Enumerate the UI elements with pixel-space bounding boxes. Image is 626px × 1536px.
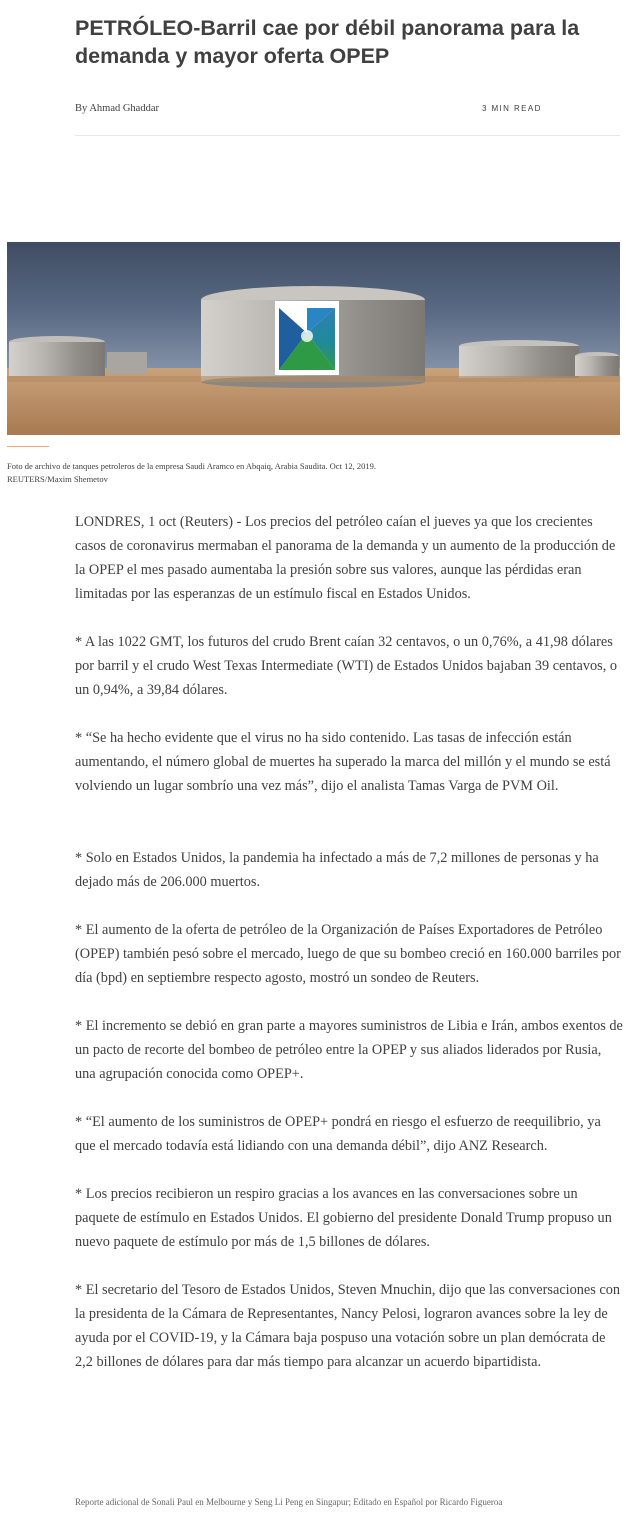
paragraph-mnuchin: * El secretario del Tesoro de Estados Unidos, Steven Mnuchin, dijo que las conversaciones con la presidenta de la Cámara de Representantes, Nancy Pelosi, lograron avances sobre la ley de ayuda por el COVID-19, y la Cámara baja pospuso una votación sobre un plan demócrata de 2,2 billones de dólares para dar más tiempo para alcanzar un acuerdo bipartidista. — [75, 1282, 621, 1370]
byline — [75, 103, 620, 119]
caption-text: Foto de archivo de tanques petroleros de la empresa Saudi Aramco en Abqaiq, Arabia Saudita. Oct 12, 2019. — [7, 461, 376, 471]
paragraph-anz-quote: * “El aumento de los suministros de OPEP+ pondrá en riesgo el esfuerzo de reequilibrio, ya que el mercado todavía está lidiando con una demanda débil”, dijo ANZ Research. — [75, 1114, 601, 1154]
article-body — [75, 510, 623, 1374]
paragraph-opec-supply: * El aumento de la oferta de petróleo de la Organización de Países Exportadores de Petróleo (OPEP) también pesó sobre el mercado, luego de que su bombeo creció en 160.000 barriles por día (bpd) en septiembre respecto agosto, mostró un sondeo de Reuters. — [75, 922, 621, 986]
lead-photo[interactable] — [7, 158, 620, 435]
photo-credit: REUTERS/Maxim Shemetov — [7, 474, 108, 484]
paragraph-lead: LONDRES, 1 oct (Reuters) - Los precios del petróleo caían el jueves ya que los crecientes casos de coronavirus mermaban el panorama de la demanda y un aumento de la producción de la OPEP el mes pasado aumentaba la presión sobre sus valores, aunque las pérdidas eran limitadas por las esperanzas de un estímulo fiscal en Estados Unidos. — [75, 514, 616, 602]
byline-divider — [75, 135, 620, 136]
paragraph-prices: * A las 1022 GMT, los futuros del crudo Brent caían 32 centavos, o un 0,76%, a 41,98 dólares por barril y el crudo West Texas Intermediate (WTI) de Estados Unidos bajaban 39 centavos, o un 0,94%, a 39,84 dólares. — [75, 634, 618, 698]
paragraph-stimulus: * Los precios recibieron un respiro gracias a los avances en las conversaciones sobre un paquete de estímulo en Estados Unidos. El gobierno del presidente Donald Trump propuso un nuevo paquete de estímulo por más de 1,5 billones de dólares. — [75, 1186, 612, 1250]
photo-caption — [7, 460, 607, 486]
read-time: 3 MIN READ — [482, 104, 542, 113]
article-headline: PETRÓLEO-Barril cae por débil panorama para la demanda y mayor oferta OPEP — [75, 16, 580, 68]
paragraph-libya-iran: * El incremento se debió en gran parte a mayores suministros de Libia e Irán, ambos exentos de un pacto de recorte del bombeo de petróleo entre la OPEP y sus aliados liderados por Rusia, una agrupación conocida como OPEP+. — [75, 1018, 623, 1082]
byline-author — [75, 103, 159, 114]
reporting-credits: Reporte adicional de Sonali Paul en Melbourne y Seng Li Peng en Singapur; Editado en Español por Ricardo Figueroa — [75, 1497, 503, 1507]
caption-accent-rule — [7, 446, 49, 447]
oil-tanks-image — [7, 158, 620, 435]
byline-prefix: By — [75, 103, 88, 114]
author-link[interactable]: Ahmad Ghaddar — [89, 103, 159, 114]
paragraph-analyst-quote: * “Se ha hecho evidente que el virus no ha sido contenido. Las tasas de infección están aumentando, el número global de muertes ha superado la marca del millón y el mundo se está volviendo un lugar sombrío una vez más”, dijo el analista Tamas Varga de PVM Oil. — [75, 730, 611, 794]
paragraph-pandemic: * Solo en Estados Unidos, la pandemia ha infectado a más de 7,2 millones de personas y ha dejado más de 206.000 muertos. — [75, 850, 599, 890]
